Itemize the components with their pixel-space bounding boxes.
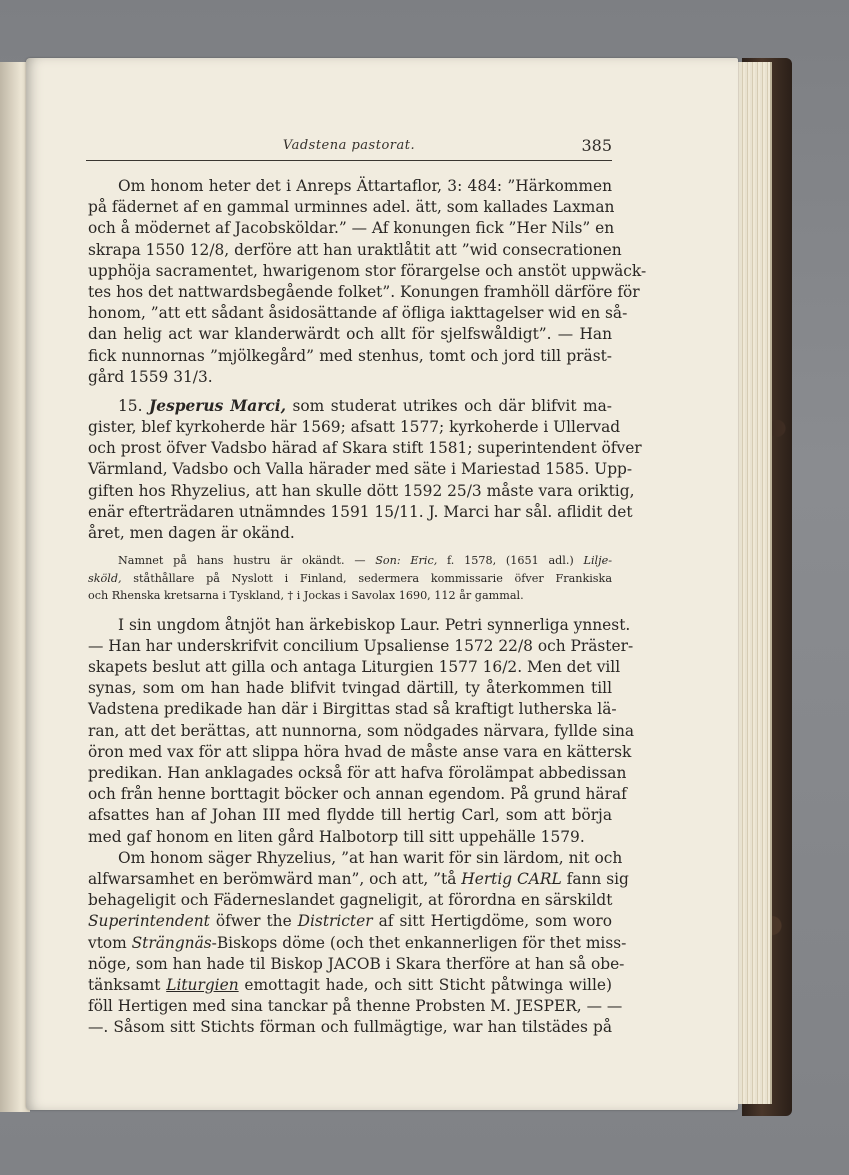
text-fragment: f. 1578, (1651 adl.): [437, 554, 584, 568]
text-fragment: som studerat utrikes och där blifvit ma-: [292, 396, 612, 415]
text-line: giften hos Rhyzelius, att han skulle dött 1592 25/3 måste vara oriktig,: [88, 481, 635, 500]
text-line: upphöja sacramentet, hwarigenom stor förargelse och anstöt uppwäck-: [88, 261, 647, 280]
text-line: öron med vax för att slippa höra hvad de måste anse vara en kättersk: [88, 742, 632, 761]
text-fragment: vtom: [88, 933, 132, 952]
text-line: [88, 975, 612, 996]
text-line: honom, ”att ett sådant åsidosättande af öfliga iakttagelser wid en så-: [88, 304, 628, 323]
text-line: tes hos det nattwardsbegående folket”. Konungen framhöll därföre för: [88, 282, 640, 301]
paragraph-rhyzelius-quote: [88, 848, 629, 1039]
text-line: på fädernet af en gammal urminnes adel. ätt, som kallades Laxman: [88, 198, 615, 217]
text-line: —. Såsom sitt Stichts förman och fullmägtige, war han tilstädes på: [88, 1018, 612, 1037]
italic-term: Liturgien: [166, 975, 239, 994]
text-line: skapets beslut att gilla och antaga Liturgien 1577 16/2. Men det vill: [88, 658, 621, 677]
running-header: [86, 136, 612, 161]
text-fragment: -Biskops döme (och thet enkannerligen för thet miss-: [211, 933, 627, 952]
text-line: dan helig act war klanderwärdt och allt för sjelfswåldigt”. — Han: [88, 325, 612, 344]
italic-term: Strängnäs: [131, 933, 212, 952]
entry-15-jesperus-marci: [88, 396, 642, 544]
running-title: Vadstena pastorat.: [282, 138, 416, 153]
text-fragment: alfwarsamhet en berömwärd man”, och att, ”tå: [88, 869, 462, 888]
entry-name: Jesperus Marci,: [149, 396, 286, 415]
text-line: I sin ungdom åtnjöt han ärkebiskop Laur. Petri synnerliga ynnest.: [118, 615, 631, 634]
paragraph-youth: [88, 615, 635, 848]
text-line: — Han har underskrifvit concilium Upsaliense 1572 22/8 och Präster-: [88, 636, 634, 655]
text-line: gård 1559 31/3.: [88, 367, 213, 386]
surname: Lilje-: [583, 554, 612, 568]
text-fragment: fann sig: [561, 869, 629, 888]
italic-name: Hertig CARL: [461, 869, 562, 888]
text-line: Vadstena predikade han där i Birgittas stad så kraftigt lutherska lä-: [88, 700, 617, 719]
text-fragment: af sitt Hertigdöme, som woro: [372, 912, 612, 931]
surname: sköld,: [88, 571, 122, 585]
text-line: Om honom heter det i Anreps Ättartaflor, 3: 484: ”Härkommen: [118, 177, 612, 195]
text-line: med gaf honom en liten gård Halbotorp till sitt uppehälle 1579.: [88, 827, 585, 846]
text-fragment: öfwer the: [209, 912, 298, 931]
text-fragment: emottagit hade, och sitt Sticht påtwinga wille): [238, 975, 612, 994]
text-line: fick nunnornas ”mjölkegård” med stenhus, tomt och jord till präst-: [88, 346, 612, 365]
text-line: året, men dagen är okänd.: [88, 524, 295, 542]
text-line: predikan. Han anklagades också för att hafva förolämpat abbedissan: [88, 764, 627, 782]
note-line: [88, 552, 612, 570]
note-line: och Rhenska kretsarna i Tyskland, † i Jockas i Savolax 1690, 112 år gammal.: [88, 589, 524, 603]
text-line: [88, 869, 629, 890]
text-line: skrapa 1550 12/8, derföre att han uraktlåtit att ”wid consecrationen: [88, 240, 622, 259]
text-line: Värmland, Vadsbo och Valla härader med säte i Mariestad 1585. Upp-: [88, 460, 633, 479]
son-label: Son: Eric,: [375, 554, 438, 568]
text-line: afsattes han af Johan III med flydde till hertig Carl, som att börja: [88, 806, 612, 825]
text-line: behageligit och Fäderneslandet gagneligit, at förordna en särskildt: [88, 891, 613, 910]
body-text: [88, 176, 647, 1038]
text-line: gister, blef kyrkoherde här 1569; afsatt 1577; kyrkoherde i Ullervad: [88, 418, 621, 437]
text-line: Om honom säger Rhyzelius, ”at han warit för sin lärdom, nit och: [118, 848, 623, 867]
text-fragment: ståthållare på Nyslott i Finland, sedermera kommissarie öfver Frankiska: [121, 571, 612, 585]
note-line: [88, 570, 612, 588]
text-line: och å mödernet af Jacobsköldar.” — Af konungen fick ”Her Nils” en: [88, 219, 615, 238]
text-line: nöge, som han hade til Biskop JACOB i Skara therföre at han så obe-: [88, 954, 625, 973]
paragraph-ancestry: [88, 176, 647, 388]
text-line: [88, 933, 627, 954]
text-line: synas, som om han hade blifvit tvingad därtill, ty återkommen till: [88, 679, 612, 698]
italic-term: Superintendent: [88, 912, 210, 931]
italic-term: Districter: [297, 912, 373, 931]
text-line: föll Hertigen med sina tanckar på thenne Probsten M. JESPER, — —: [88, 997, 623, 1016]
entry-number: 15.: [118, 396, 143, 415]
text-line: [88, 911, 612, 932]
text-fragment: tänksamt: [88, 975, 167, 994]
entry-heading-line: [88, 396, 612, 417]
page-number: 385: [581, 136, 612, 155]
footnote-block: [88, 552, 612, 605]
text-line: och från henne borttagit böcker och annan egendom. På grund häraf: [88, 785, 627, 804]
text-line: ran, att det berättas, att nunnorna, som nödgades närvara, fyllde sina: [88, 721, 635, 740]
text-line: och prost öfver Vadsbo härad af Skara stift 1581; superintendent öfver: [88, 439, 642, 458]
text-fragment: Namnet på hans hustru är okändt. —: [118, 554, 376, 568]
text-line: enär efterträdaren utnämndes 1591 15/11. J. Marci har sål. aflidit det: [88, 502, 633, 521]
